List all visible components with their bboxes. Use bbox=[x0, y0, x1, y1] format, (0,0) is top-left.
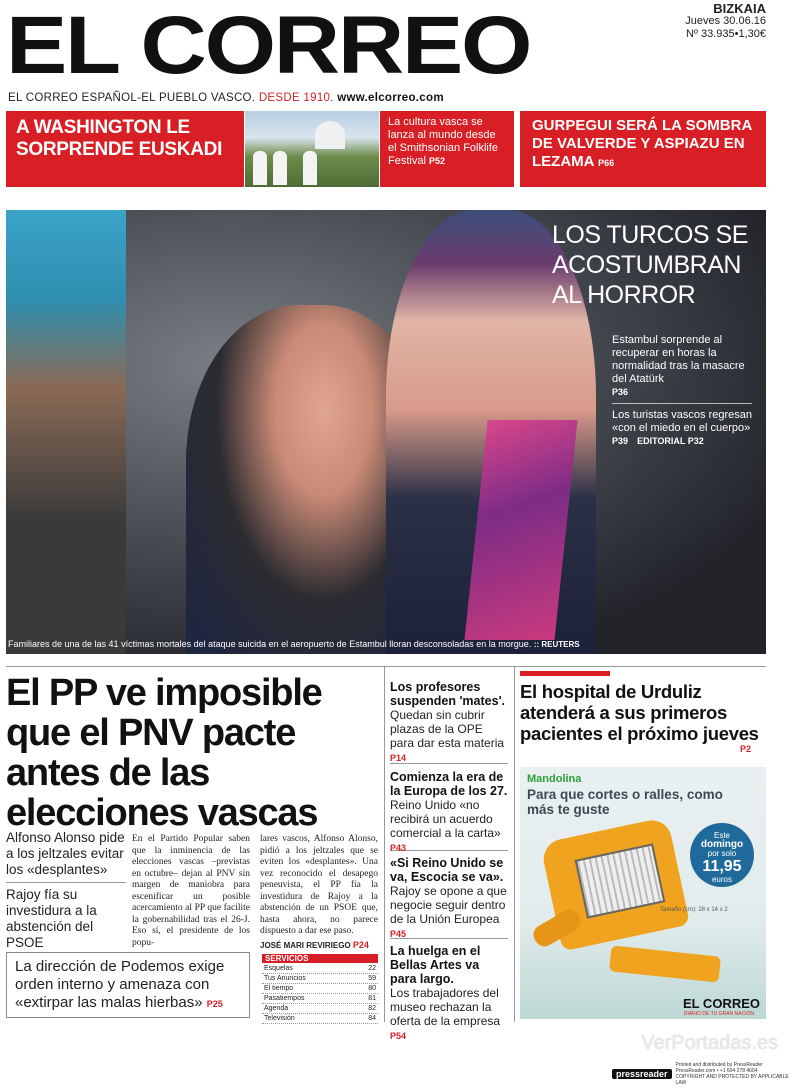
promo-washington-line2: SORPRENDE EUSKADI bbox=[16, 139, 223, 160]
photo-sub-2-editorial: EDITORIAL P32 bbox=[637, 436, 704, 446]
story-profesores-head: Los profesores suspenden 'mates'. bbox=[390, 680, 506, 708]
advert-logo: EL CORREO bbox=[682, 996, 760, 1011]
story-profesores-page: P14 bbox=[390, 753, 407, 763]
story-escocia-head: «Si Reino Unido se va, Escocia se va». bbox=[390, 856, 504, 884]
hospital-headline[interactable]: El hospital de Urduliz atenderá a sus primeros pacientes el próximo jueves bbox=[520, 681, 759, 744]
person-shape bbox=[303, 151, 317, 185]
story-europa-head: Comienza la era de la Europa de los 27. bbox=[390, 770, 508, 798]
story-bellas-artes-page: P54 bbox=[390, 1031, 407, 1041]
story-europa-page: P43 bbox=[390, 843, 407, 853]
promo-smithsonian-page: P52 bbox=[428, 156, 445, 166]
tagline-name: EL CORREO ESPAÑOL-EL PUEBLO VASCO. bbox=[8, 92, 256, 104]
promo-washington-line1: A WASHINGTON LE bbox=[16, 117, 190, 138]
edition-issue: Nº 33.935•1,30€ bbox=[685, 28, 766, 40]
photo-sub-divider bbox=[612, 403, 752, 404]
edition-info bbox=[685, 2, 766, 41]
services-row[interactable] bbox=[262, 1014, 378, 1024]
advert-brand: Mandolina bbox=[527, 773, 582, 785]
promo-gurpegui-text: GURPEGUI SERÁ LA SOMBRA DE VALVERDE Y ASPIAZU EN LEZAMA bbox=[532, 117, 752, 170]
promo-smithsonian-text: La cultura vasca se lanza al mundo desde el Smithsonian Folklife Festival bbox=[388, 116, 499, 167]
tagline-since: DESDE 1910. bbox=[258, 92, 334, 104]
lead-side-divider bbox=[6, 882, 126, 883]
podemos-page: P25 bbox=[206, 999, 223, 1009]
services-page: 22 bbox=[368, 965, 376, 972]
person-shape bbox=[273, 151, 287, 185]
promo-photo-capitol bbox=[245, 111, 379, 187]
photo-sub-2-text: Los turistas vascos regresan «con el miedo en el cuerpo» bbox=[612, 409, 753, 434]
story-profesores[interactable] bbox=[390, 680, 508, 765]
podemos-text: La dirección de Podemos exige orden interno y amenaza con «extirpar las malas hierbas» bbox=[15, 958, 225, 1011]
mandolina-blade-shape bbox=[609, 945, 721, 982]
story-escocia[interactable] bbox=[390, 856, 508, 941]
pressreader-footer[interactable] bbox=[612, 1063, 794, 1085]
advert-logo-sub: DIARIO DE TU GRAN NACIÓN bbox=[683, 1011, 754, 1017]
lead-byline-author: JOSÉ MARI REVIRIEGO bbox=[260, 940, 351, 950]
story-escocia-page: P45 bbox=[390, 929, 407, 939]
story-escocia-body: Rajoy se opone a que negocie seguir dentro de la Unión Europea bbox=[390, 884, 507, 926]
photo-caption bbox=[8, 639, 580, 649]
badge-price: 11,95 bbox=[702, 858, 742, 875]
photo-caption-text: Familiares de una de las 41 víctimas mortales del ataque suicida en el aeropuerto de Estambul lloran desconsoladas en la morgue. bbox=[8, 639, 532, 649]
photo-sub-2-page: P39 bbox=[612, 436, 629, 446]
services-label: Pasatiempos bbox=[264, 995, 305, 1002]
story-profesores-body: Quedan sin cubrir plazas de la OPE para dar esta materia bbox=[390, 708, 505, 750]
photo-figure-left bbox=[6, 210, 126, 654]
capitol-dome-shape bbox=[315, 121, 345, 149]
photo-sub-story-2[interactable] bbox=[612, 409, 752, 448]
lead-side-2: Rajoy fía su investidura a la abstención del PSOE bbox=[6, 887, 97, 950]
badge-line-2: domingo bbox=[700, 839, 744, 850]
promo-gurpegui[interactable] bbox=[520, 111, 766, 187]
story-europa-27[interactable] bbox=[390, 770, 508, 855]
lead-byline bbox=[260, 940, 378, 952]
lead-body-col-2 bbox=[260, 834, 378, 951]
lead-side-1: Alfonso Alonso pide a los jeltzales evitar los «desplantes» bbox=[6, 830, 125, 877]
watermark: VerPortadas.es bbox=[641, 1032, 778, 1054]
pressreader-info bbox=[676, 1062, 794, 1086]
services-row[interactable] bbox=[262, 964, 378, 974]
pressreader-line-2: PressReader.com • +1 604 278 4604 bbox=[675, 1068, 758, 1074]
photo-sub-story-1[interactable] bbox=[612, 334, 752, 399]
badge-line-3: por solo bbox=[707, 849, 737, 858]
services-page: 81 bbox=[368, 995, 376, 1002]
services-row[interactable] bbox=[262, 1004, 378, 1014]
services-title: SERVICIOS bbox=[262, 954, 378, 963]
lead-side-notes bbox=[6, 830, 126, 951]
masthead-title: EL CORREO bbox=[6, 0, 531, 91]
badge-currency: euros bbox=[711, 875, 732, 884]
pressreader-line-3: COPYRIGHT AND PROTECTED BY APPLICABLE LAW bbox=[675, 1074, 789, 1086]
main-photo[interactable] bbox=[6, 210, 766, 654]
tagline bbox=[8, 92, 444, 104]
advert-mandolina[interactable] bbox=[520, 767, 766, 1019]
services-page: 84 bbox=[368, 1015, 376, 1022]
badge-line-1: Este bbox=[713, 831, 730, 840]
services-label: El tiempo bbox=[264, 985, 294, 992]
services-row[interactable] bbox=[262, 974, 378, 984]
hospital-accent-bar bbox=[520, 671, 610, 676]
services-page: 80 bbox=[368, 985, 376, 992]
person-shape bbox=[253, 151, 267, 185]
services-label: Esquelas bbox=[264, 965, 293, 972]
promo-washington[interactable] bbox=[6, 111, 244, 187]
services-row[interactable] bbox=[262, 984, 378, 994]
column-rule bbox=[514, 666, 515, 1022]
services-row[interactable] bbox=[262, 994, 378, 1004]
advert-price-badge bbox=[690, 823, 754, 887]
photo-sub-1-page: P36 bbox=[612, 387, 629, 397]
pressreader-logo: pressreader bbox=[612, 1069, 672, 1079]
photo-credit: :: REUTERS bbox=[533, 640, 580, 649]
promo-gurpegui-page: P66 bbox=[598, 158, 615, 168]
section-rule bbox=[6, 666, 766, 667]
lead-body-col-1: En el Partido Popular saben que la inminencia de las elecciones vascas –previstas en octubre– dejan al PNV sin margen de maniobra para escenificar un posible acercamiento al PP que facilite la gobernabilidad tras el 26-J. Eso sí, el presidente de los popu- bbox=[132, 834, 250, 948]
services-page: 82 bbox=[368, 1005, 376, 1012]
lead-body-2-text: lares vascos, Alfonso Alonso, pidió a los jeltzales que se eviten los «desplantes». Una vez reconocido el desapego peneuvista, el PP fía la investidura de Rajoy a la abstención de un PSOE que, hasta ahora, no parece dispuesto a dar ese paso. bbox=[260, 834, 378, 936]
pressreader-line-1: Printed and distributed by PressReader bbox=[675, 1062, 763, 1068]
edition-region: BIZKAIA bbox=[713, 1, 766, 16]
services-index bbox=[262, 954, 378, 1024]
services-label: Televisión bbox=[264, 1015, 295, 1022]
story-bellas-artes-head: La huelga en el Bellas Artes va para largo. bbox=[390, 944, 481, 986]
lead-byline-page: P24 bbox=[352, 939, 369, 950]
advert-slogan: Para que cortes o ralles, como más te guste bbox=[527, 787, 723, 817]
edition-date: Jueves 30.06.16 bbox=[685, 15, 766, 27]
services-label: Agenda bbox=[264, 1005, 289, 1012]
hospital-page: P2 bbox=[740, 744, 752, 754]
photo-headline[interactable]: LOS TURCOS SE ACOSTUMBRAN AL HORROR bbox=[552, 221, 748, 309]
lead-headline[interactable]: El PP ve imposible que el PNV pacte antes de las elecciones vascas bbox=[6, 672, 322, 834]
story-europa-body: Reino Unido «no recibirá un acuerdo comercial a la carta» bbox=[390, 798, 501, 840]
story-bellas-artes[interactable] bbox=[390, 944, 508, 1043]
story-bellas-artes-body: Los trabajadores del museo rechazan la oferta de la empresa bbox=[390, 986, 501, 1028]
column-rule bbox=[384, 666, 385, 1022]
services-page: 59 bbox=[368, 975, 376, 982]
advert-size: Tamaño (cm): 28 x 14 x 2 bbox=[660, 907, 728, 913]
services-label: Tus Anuncios bbox=[264, 975, 306, 982]
promo-smithsonian[interactable] bbox=[380, 111, 514, 187]
podemos-box[interactable] bbox=[6, 952, 250, 1018]
tagline-url[interactable]: www.elcorreo.com bbox=[337, 92, 444, 104]
photo-sub-1-text: Estambul sorprende al recuperar en horas la normalidad tras la masacre del Atatürk bbox=[612, 334, 745, 385]
